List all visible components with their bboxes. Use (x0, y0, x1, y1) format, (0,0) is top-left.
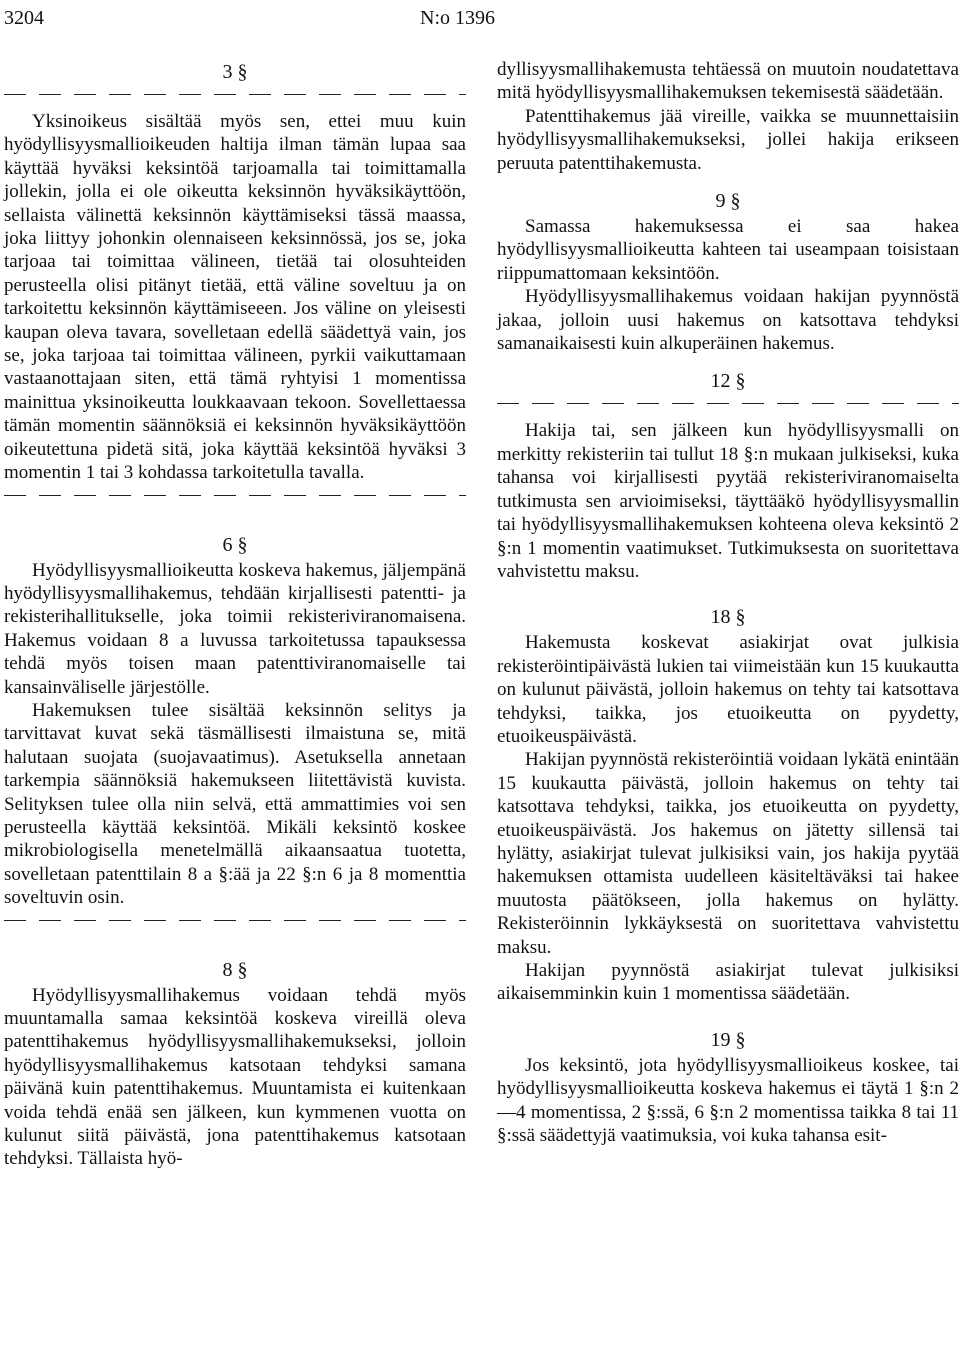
dashed-rule (4, 914, 466, 926)
section-8-continuation: dyllisyysmallihakemusta tehtäessä on muutoin noudatettava mitä hyödyllisyysmallihakemuksen tekemisestä säädetään. (497, 59, 959, 104)
spacer (4, 511, 466, 533)
left-column (4, 60, 466, 1171)
section-9-paragraph-1: Samassa hakemuksessa ei saa hakea hyödyllisyysmallioikeutta kahteen tai useampaan toisistaan riippumattomaan keksintöön. (497, 216, 959, 284)
section-18-title: 18 § (710, 606, 746, 629)
section-19-title: 19 § (710, 1028, 746, 1051)
section-18-paragraph-2: Hakijan pyynnöstä rekisteröintiä voidaan lykätä enintään 15 kuukautta päivästä, jolloin hakemus on tehty tai katsottava tehdyksi, taikka, jos etuoikeutta on pyydetty, etuoikeuspäivästä. Jos hakemus on jätetty sillensä tai hylätty, asiakirjat tulevat julkisiksi vain, jos hakija pyytää hakemuksen ottamista uudelleen käsiteltäväksi tai hakee muutosta päätökseen, jolla hakemus on hylätty. Rekisteröinnin lykkäyksestä on suoritettava vahvistettu maksu. (497, 749, 959, 958)
section-19-paragraph-1: Jos keksintö, jota hyödyllisyysmallioikeus koskee, tai hyödyllisyysmallioikeutta koskeva hakemus ei täytä 1 §:n 2—4 momentissa, 2 §:ssä, 6 §:n 2 momentissa taikka 8 tai 11 §:ssä säädettyjä vaatimuksia, voi kuka tahansa esit- (497, 1054, 959, 1147)
section-6-paragraph-2: Hakemuksen tulee sisältää keksinnön selitys ja tarvittavat kuvat sekä täsmällisesti ilmaistuna se, mitä halutaan suojata (suojavaatimus). Asetuksella annetaan tarkempia säännöksiä hakemukseen liitettävistä kuvista. Selityksen tulee olla niin selvä, että ammattimies voi sen perusteella käyttää keksintöä. Mikäli keksintö koskee mikrobiologisella menetelmällä aikaansaatua tuotetta, sovelletaan patenttilain 8 a §:ää ja 22 §:n 6 ja 8 momenttia soveltuvin osin. (4, 699, 466, 909)
section-6-paragraph-1: Hyödyllisyysmallioikeutta koskeva hakemus, jäljempänä hyödyllisyysmallihakemus, tehdään kirjallisesti patentti- ja rekisterihallitukselle, joka toimii rekisteriviranomaisena. Hakemus voidaan 8 a luvussa tarkoitetussa tapauksessa tehdä myös toisen maan patenttiviranomaiselle tai kansainväliselle järjestölle. (4, 559, 466, 698)
section-6-title: 6 § (222, 533, 248, 556)
section-12-title: 12 § (710, 370, 746, 393)
spacer (497, 1006, 959, 1028)
spacer (497, 355, 959, 369)
section-18-paragraph-3: Hakijan pyynnöstä asiakirjat tulevat julkisiksi aikaisemminkin kuin 1 momentissa säädetään. (497, 960, 959, 1005)
dashed-rule (4, 489, 466, 501)
issue-number: N:o 1396 (420, 7, 495, 29)
section-9-paragraph-2: Hyödyllisyysmallihakemus voidaan hakijan pyynnöstä jakaa, jolloin uusi hakemus on katsottava tehdyksi samanaikaisesti kuin alkuperäinen hakemus. (497, 286, 959, 355)
section-9-title: 9 § (715, 190, 741, 213)
section-8-paragraph-1: Hyödyllisyysmallihakemus voidaan tehdä myös muuntamalla samaa keksintöä koskeva vireillä oleva patenttihakemus hyödyllisyysmallihakemukseksi, jolloin hyödyllisyysmallihakemus katsotaan tehdyksi samana päivänä kuin patenttihakemus. Muuntamista ei kuitenkaan voida tehdä enää sen jälkeen, kun kymmenen vuotta on kulunut siitä päivästä, jona patenttihakemus katsotaan tehdyksi. Tällaista hyö- (4, 984, 466, 1170)
spacer (4, 936, 466, 958)
section-18-paragraph-1: Hakemusta koskevat asiakirjat ovat julkisia rekisteröintipäivästä lukien tai viimeistään kun 15 kuukautta on kulunut päivästä, jolloin hakemus on tehty tai katsottava tehdyksi, taikka, jos etuoikeutta on pyydetty, etuoikeuspäivästä. (497, 632, 959, 747)
section-3-paragraph: Yksinoikeus sisältää myös sen, ettei muu kuin hyödyllisyysmallioikeuden haltija ilman tämän lupaa saa käyttää hyväksi keksintöä tarjoamalla tai toimittamalla jollekin, jolla ei ole oikeutta keksinnön hyväksikäyttöön, sellaista välinettä keksinnön käyttämiseksi tässä maassa, joka liittyy johonkin olennaiseen keksinnössä, jos se, joka tarjoaa tai toimittaa välineen, tietää tai olosuhteiden perusteella olisi pitänyt tietää, että väline soveltuu ja on tarkoitettu keksinnön käyttämiseeen. Jos väline on yleisesti kaupan oleva tavara, sovelletaan edellä säädettyä vain, jos se, joka tarjoaa tai toimittaa välineen, pyrkii vaikuttamaan vastaanottajaan siten, että tämä ryhtyisi 1 momentissa mainittua yksinoikeutta loukkaavaan tekoon. Sovellettaessa tämän momentin säännöksiä ei keksinnön hyväksikäyttöön oikeutettuna pidetä sitä, joka käyttää keksintöä hyväksi 3 momentin 1 tai 3 kohdassa tarkoitetulla tavalla. (4, 111, 466, 484)
dashed-rule (4, 88, 466, 100)
spacer (497, 583, 959, 605)
section-12-paragraph-1: Hakija tai, sen jälkeen kun hyödyllisyysmalli on merkitty rekisteriin tai tullut 18 §:n mukaan julkiseksi, kuka tahansa voi kirjallisesti pyytää rekisteriviranomaiselta tutkimusta sen arvioimiseksi, täyttääkö hyödyllisyysmallin tai hyödyllisyysmallihakemuksen kohteena oleva keksintö 2 §:n 1 momentin vaatimukset. Tutkimuksesta on suoritettava vahvistettu maksu. (497, 420, 959, 582)
section-8-paragraph-2: Patenttihakemus jää vireille, vaikka se muunnettaisiin hyödyllisyysmallihakemukseksi, jollei hakija erikseen peruuta patenttihakemusta. (497, 105, 959, 174)
page-number: 3204 (4, 7, 44, 29)
right-column (497, 58, 959, 1147)
spacer (497, 175, 959, 189)
section-8-title: 8 § (222, 958, 248, 981)
dashed-rule (497, 397, 959, 409)
section-3-title: 3 § (222, 61, 248, 83)
